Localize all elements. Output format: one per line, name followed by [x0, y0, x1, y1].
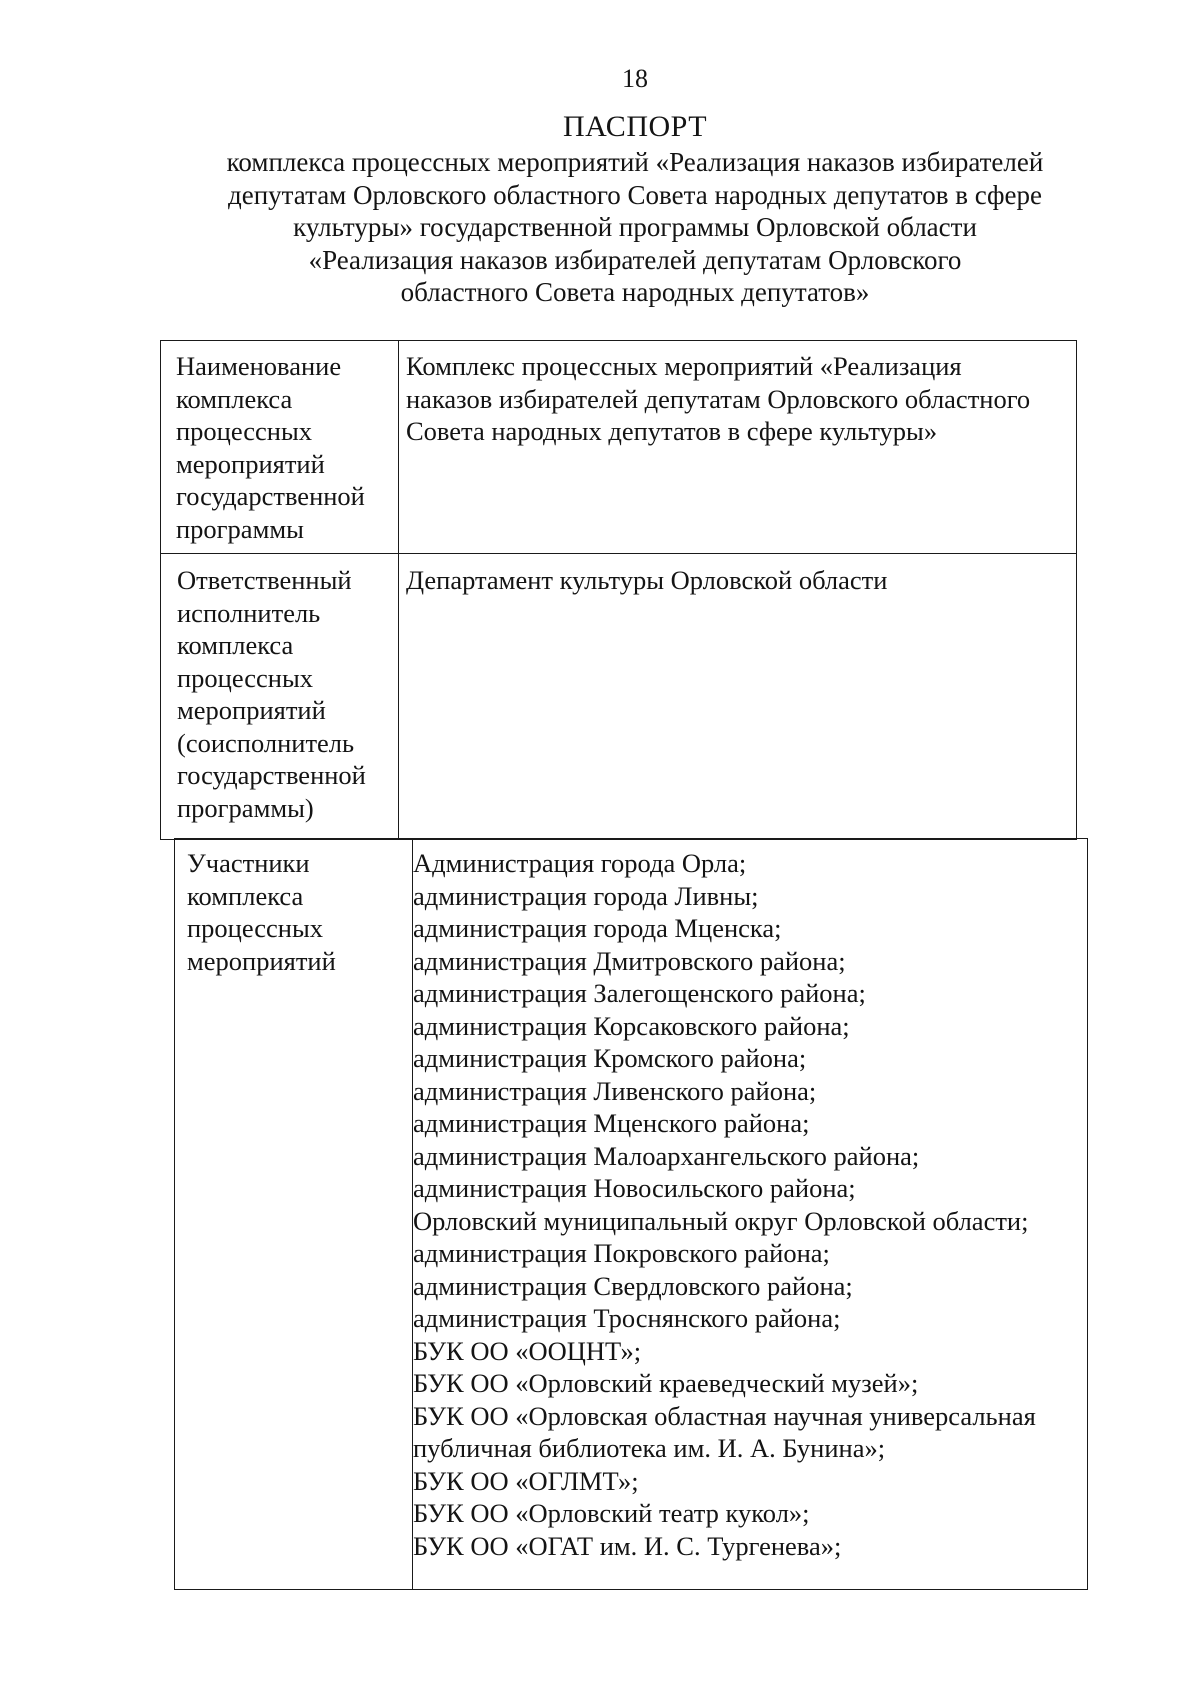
row-divider	[160, 553, 1077, 554]
subtitle-line: депутатам Орловского областного Совета народных депутатов в сфере	[227, 179, 1042, 210]
column-divider	[398, 340, 399, 840]
subtitle-line: «Реализация наказов избирателей депутатам Орловского	[308, 244, 962, 275]
row-executor-value: Департамент культуры Орловской области	[406, 565, 888, 595]
row-participants-value: Администрация города Орла; администрация города Ливны; администрация города Мценска; администрация Дмитровского района; администрация Залегощенского района; администрация Корсаковского района; администрация Кромского района; администрация Ливенского района; администрация Мценского района; администрация Малоархангельского района; администрация Новосильского района; Орловский муниципальный округ Орловской области; администрация Покровского района; администрация Свердловского района; администрация Троснянского района; БУК ОО «ООЦНТ»; БУК ОО «Орловский краеведческий музей»; БУК ОО «Орловская областная научная универсальная публичная библиотека им. И. А. Бунина»; БУК ОО «ОГЛМТ»; БУК ОО «Орловский театр кукол»; БУК ОО «ОГАТ им. И. С. Тургенева»;	[413, 848, 1036, 1561]
row-participants-label: Участники комплекса процессных мероприятий	[187, 848, 336, 976]
subtitle-line: областного Совета народных депутатов»	[400, 277, 870, 307]
row-executor-label: Ответственный исполнитель комплекса процессных мероприятий (соисполнитель государственной программы)	[177, 565, 366, 823]
row-name-value: Комплекс процессных мероприятий «Реализация наказов избирателей депутатам Орловского областного Совета народных депутатов в сфере культуры»	[406, 351, 1031, 446]
subtitle-line: комплекса процессных мероприятий «Реализация наказов избирателей	[226, 147, 1044, 177]
page-number: 18	[622, 64, 648, 93]
document-title: ПАСПОРТ	[562, 110, 708, 143]
document-subtitle	[190, 146, 1080, 309]
row-name-label: Наименование комплекса процессных мероприятий государственной программы	[176, 351, 365, 544]
subtitle-line: культуры» государственной программы Орловской области	[293, 212, 977, 242]
